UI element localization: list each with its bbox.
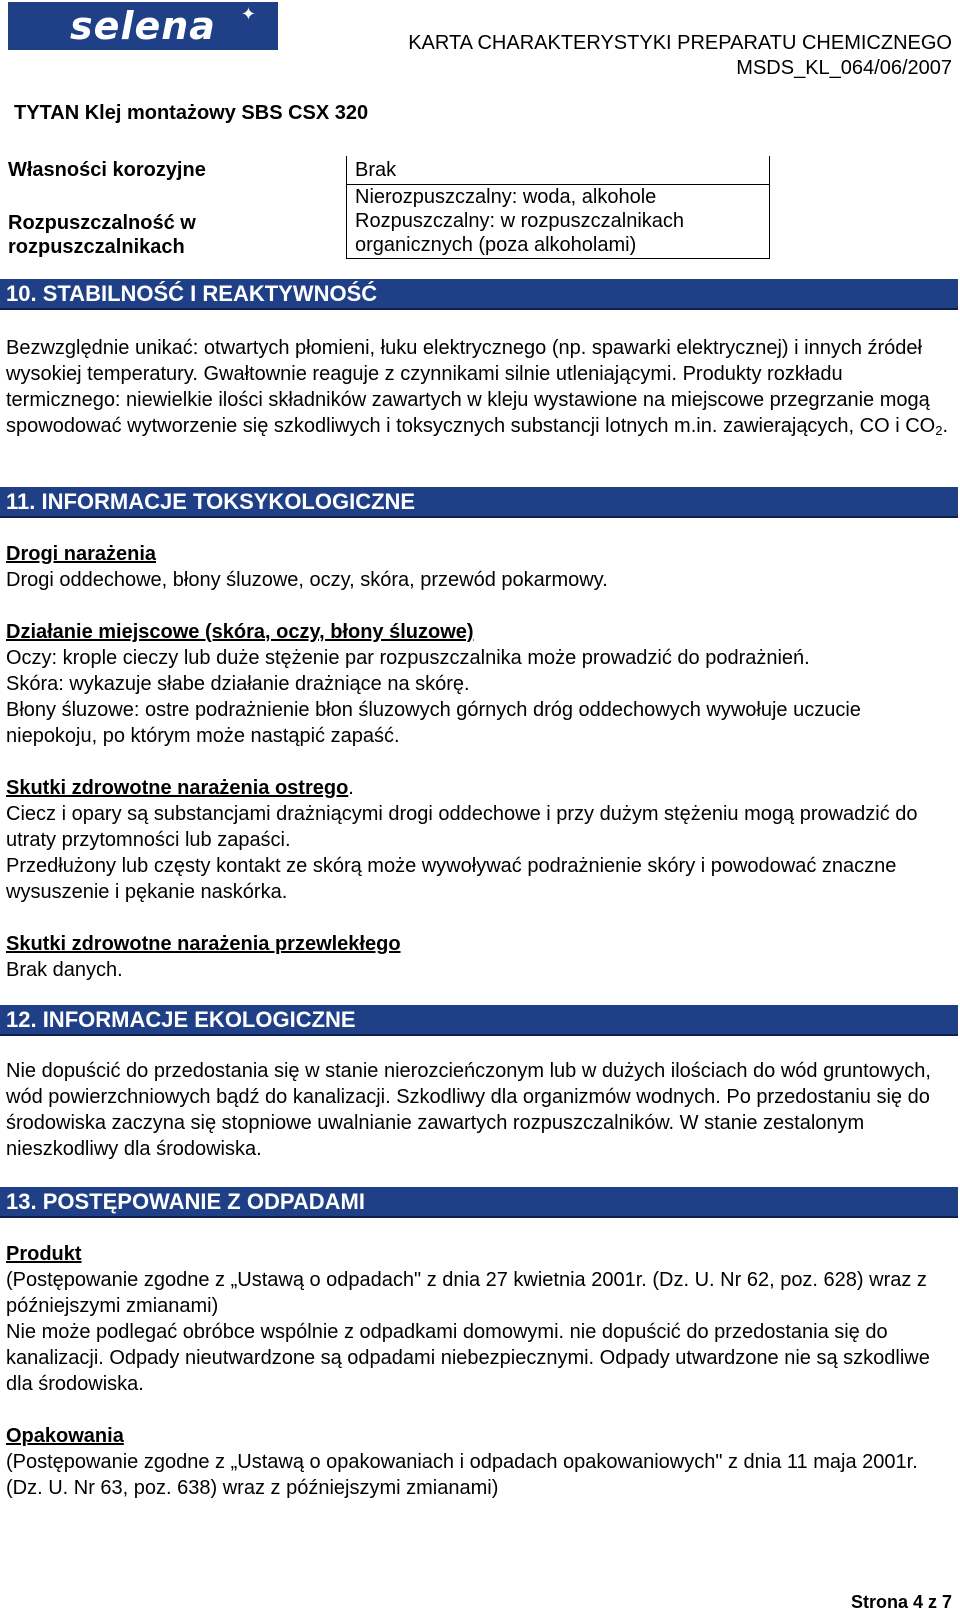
document-title: KARTA CHARAKTERYSTYKI PREPARATU CHEMICZNEGO <box>408 32 952 54</box>
acute-effects-text-2: Przedłużony lub częsty kontakt ze skórą może wywoływać podrażnienie skóry i powodować znaczne wysuszenie i pękanie naskórka. <box>6 855 897 903</box>
stability-text-end: . <box>942 415 949 437</box>
section-10-title: 10. STABILNOŚĆ I REAKTYWNOŚĆ <box>6 281 378 306</box>
packaging-text: (Postępowanie zgodne z „Ustawą o opakowaniach i odpadach opakowaniowych" z dnia 11 maja 2001r. (Dz. U. Nr 63, poz. 638) wraz z późniejszymi zmianami) <box>6 1451 918 1499</box>
section-12-text <box>6 1058 954 1162</box>
section-11-title: 11. INFORMACJE TOKSYKOLOGICZNE <box>6 489 416 514</box>
ecology-text: Nie dopuścić do przedostania się w stanie nierozcieńczonym lub w dużych ilościach do wód gruntowych, wód powierzchniowych bądź do kanalizacji. Szkodliwy dla organizmów wodnych. Po przedostaniu się do środowiska zaczyna się stopniowe uwalnianie zawartych rozpuszczalników. W stanie zestalonym nieszkodliwy dla środowiska. <box>6 1060 931 1160</box>
company-logo <box>8 2 278 50</box>
solubility-label <box>0 185 347 259</box>
solubility-value <box>347 185 770 259</box>
chronic-effects-heading: Skutki zdrowotne narażenia przewlekłego <box>6 933 401 955</box>
section-11-bar <box>0 487 958 518</box>
table-row <box>0 156 770 185</box>
acute-effects-heading: Skutki zdrowotne narażenia ostrego <box>6 777 349 799</box>
document-code: MSDS_KL_064/06/2007 <box>736 57 952 79</box>
section-12-title: 12. INFORMACJE EKOLOGICZNE <box>6 1007 356 1032</box>
local-effects-eyes: Oczy: krople cieczy lub duże stężenie par rozpuszczalnika może prowadzić do podrażnień. <box>6 647 810 669</box>
properties-table <box>0 156 770 259</box>
chronic-effects-text: Brak danych. <box>6 959 123 981</box>
section-13-title: 13. POSTĘPOWANIE Z ODPADAMI <box>6 1189 365 1214</box>
routes-heading: Drogi narażenia <box>6 543 157 565</box>
corrosive-value: Brak <box>347 156 770 185</box>
local-effects-skin: Skóra: wykazuje słabe działanie drażniące na skórę. <box>6 673 470 695</box>
solubility-label-line: Rozpuszczalność w <box>8 211 196 234</box>
section-11-body <box>6 541 954 983</box>
product-waste-heading: Produkt <box>6 1243 82 1265</box>
solubility-label-line: rozpuszczalnikach <box>8 235 185 258</box>
routes-text: Drogi oddechowe, błony śluzowe, oczy, skóra, przewód pokarmowy. <box>6 569 608 591</box>
product-waste-text: Nie może podlegać obróbce wspólnie z odpadkami domowymi. nie dopuścić do przedostania się do kanalizacji. Odpady nieutwardzone są odpadami niebezpiecznymi. Odpady utwardzone nie są szkodliwe dla środowiska. <box>6 1321 930 1395</box>
packaging-heading: Opakowania <box>6 1425 124 1447</box>
local-effects-mucous: Błony śluzowe: ostre podrażnienie błon śluzowych górnych dróg oddechowych wywołuje uczucie niepokoju, po którym może nastąpić zapaść. <box>6 699 861 747</box>
corrosive-label: Własności korozyjne <box>8 159 206 181</box>
page-number: Strona 4 z 7 <box>850 1592 952 1612</box>
stability-text: Bezwzględnie unikać: otwartych płomieni, łuku elektrycznego (np. spawarki elektrycznej) i innych źródeł wysokiej temperatury. Gwałtownie reaguje z czynnikami silnie utleniającymi. Produkty rozkładu termicznego: niewielkie ilości składników zawartych w kleju wystawione na miejscowe przegrzanie mogą spowodować wytworzenie się szkodliwych i toksycznych substancji lotnych m.in. zawierających, CO i CO <box>6 337 936 437</box>
acute-heading-dot: . <box>348 777 354 799</box>
section-10-text <box>6 335 954 441</box>
section-10-bar <box>0 279 958 310</box>
section-12-bar <box>0 1005 958 1036</box>
table-row <box>0 185 770 259</box>
star-icon: ✦ <box>240 4 256 24</box>
subscript-2: 2 <box>935 423 943 438</box>
solubility-value-line: organicznych (poza alkoholami) <box>355 234 637 256</box>
product-waste-law: (Postępowanie zgodne z „Ustawą o odpadach" z dnia 27 kwietnia 2001r. (Dz. U. Nr 62, poz. 628) wraz z późniejszymi zmianami) <box>6 1269 927 1317</box>
section-13-body <box>6 1241 954 1501</box>
acute-effects-text-1: Ciecz i opary są substancjami drażniącymi drogi oddechowe i przy dużym stężeniu mogą prowadzić do utraty przytomności lub zapaści. <box>6 803 918 851</box>
local-effects-heading: Działanie miejscowe (skóra, oczy, błony śluzowe) <box>6 621 474 643</box>
solubility-value-line: Rozpuszczalny: w rozpuszczalnikach <box>355 210 685 232</box>
logo-text: selena <box>70 4 216 48</box>
solubility-value-line: Nierozpuszczalny: woda, alkohole <box>355 186 657 208</box>
section-13-bar <box>0 1187 958 1218</box>
product-name: TYTAN Klej montażowy SBS CSX 320 <box>14 102 369 124</box>
